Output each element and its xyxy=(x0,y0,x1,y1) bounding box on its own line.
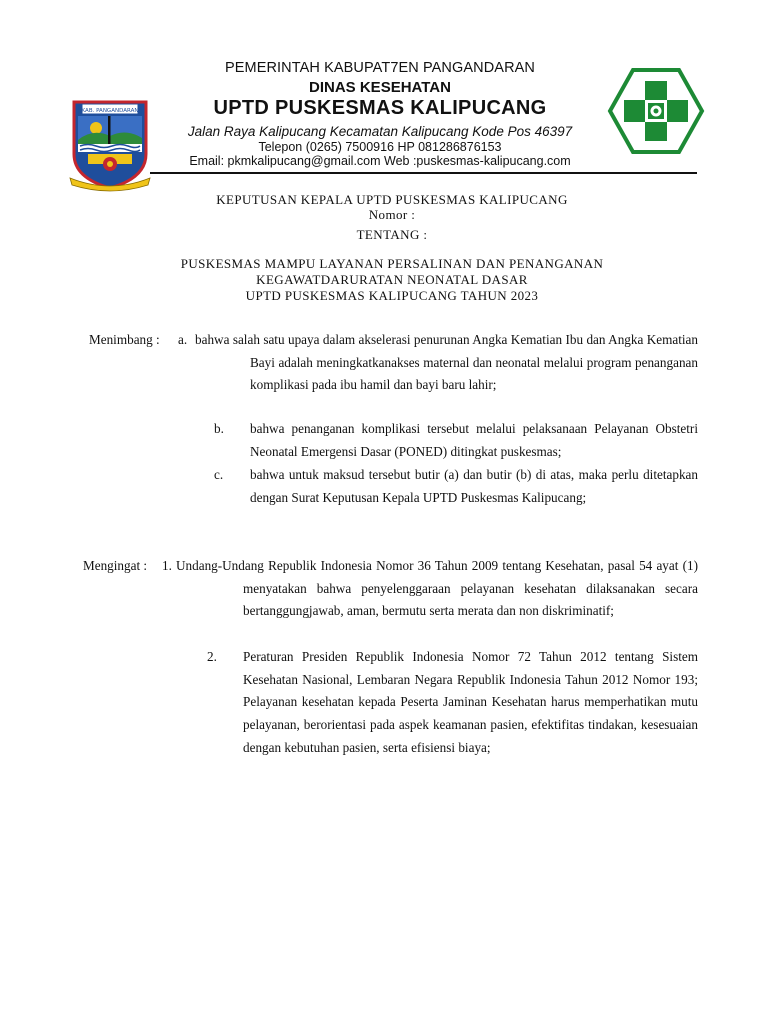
considering-label: Menimbang : xyxy=(89,332,160,347)
remembering-item-1 xyxy=(176,555,698,623)
considering-item-a-text: bahwa salah satu upaya dalam akselerasi penurunan Angka Kematian Ibu dan Angka Kematian Bayi adalah meningkatkanakses maternal dan neonatal melalui program penanganan komplikasi pada ibu hamil dan bayi baru lahir; xyxy=(195,332,698,393)
decree-subject-line-1: PUSKESMAS MAMPU LAYANAN PERSALINAN DAN PENANGANAN xyxy=(180,256,604,271)
remembering-marker-2: 2. xyxy=(207,649,217,664)
institution-name: UPTD PUSKESMAS KALIPUCANG xyxy=(213,97,547,119)
decree-subject-line-2: KEGAWATDARURATAN NEONATAL DASAR xyxy=(256,272,528,287)
institution-phone: Telepon (0265) 7500916 HP 081286876153 xyxy=(258,140,502,154)
letterhead-divider xyxy=(150,172,697,174)
considering-item-c: bahwa untuk maksud tersebut butir (a) dan butir (b) di atas, maka perlu ditetapkan dengan Surat Keputusan Kepala UPTD Puskesmas Kalipucang; xyxy=(250,467,698,505)
considering-marker-c: c. xyxy=(214,467,224,482)
remembering-label: Mengingat : xyxy=(83,558,148,573)
decree-heading: KEPUTUSAN KEPALA UPTD PUSKESMAS KALIPUCANG xyxy=(216,192,568,207)
decree-subject-line-3: UPTD PUSKESMAS KALIPUCANG TAHUN 2023 xyxy=(245,288,539,303)
decree-about: TENTANG : xyxy=(356,227,428,242)
institution-contact: Email: pkmkalipucang@gmail.com Web :puskesmas-kalipucang.com xyxy=(189,154,571,168)
considering-item-a xyxy=(195,329,698,397)
regency-emblem-logo xyxy=(68,98,152,193)
remembering-marker-1: 1. xyxy=(162,558,172,573)
remembering-item-1-text: Undang-Undang Republik Indonesia Nomor 36 Tahun 2009 tentang Kesehatan, pasal 54 ayat (1) menyatakan bahwa penyelenggaraan pelayanan kesehatan dilaksanakan secara bertanggungjawab, aman, bermutu serta merata dan non diskriminatif; xyxy=(176,558,698,619)
institution-address: Jalan Raya Kalipucang Kecamatan Kalipucang Kode Pos 46397 xyxy=(187,124,573,139)
department-name: DINAS KESEHATAN xyxy=(309,79,451,96)
decree-number: Nomor : xyxy=(368,207,416,222)
remembering-item-2: Peraturan Presiden Republik Indonesia Nomor 72 Tahun 2012 tentang Sistem Kesehatan Nasional, Lembaran Negara Republik Indonesia Tahun 2012 Nomor 193; Pelayanan kesehatan kepada Peserta Jaminan Kesehatan harus memperhatikan mutu pelayanan, berorientasi pada aspek keamanan pasien, efektifitas tindakan, kesesuaian dengan kebutuhan pasien, serta efisiensi biaya; xyxy=(243,649,698,755)
government-name: PEMERINTAH KABUPAT7EN PANGANDARAN xyxy=(224,60,535,76)
considering-marker-b: b. xyxy=(214,421,224,436)
svg-text:KAB. PANGANDARAN: KAB. PANGANDARAN xyxy=(81,108,139,114)
considering-marker-a: a. xyxy=(178,332,188,347)
considering-item-b: bahwa penanganan komplikasi tersebut melalui pelaksanaan Pelayanan Obstetri Neonatal Emergensi Dasar (PONED) ditingkat puskesmas; xyxy=(250,421,698,459)
health-cross-logo xyxy=(607,67,705,155)
